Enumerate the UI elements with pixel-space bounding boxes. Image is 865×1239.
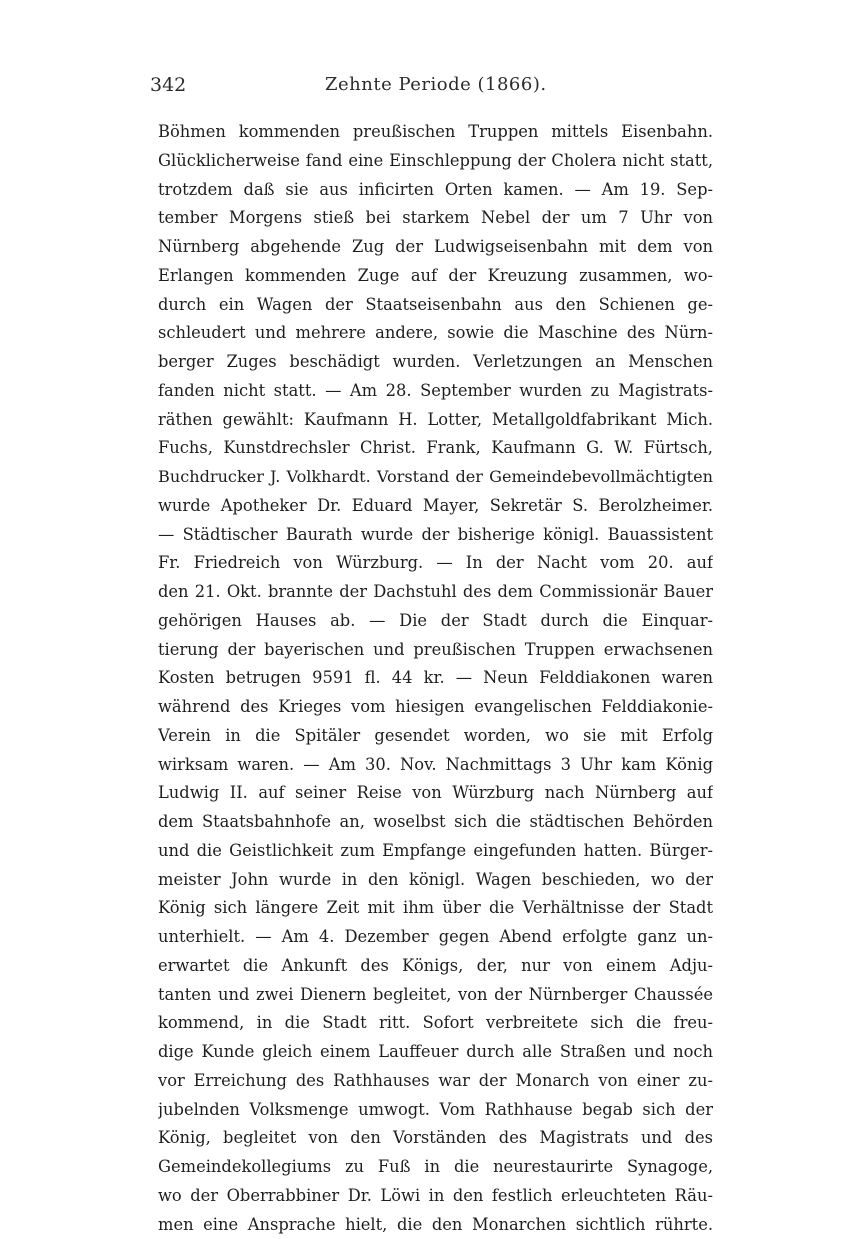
text-line: vor Erreichung des Rathhauses war der Monarch von einer zu- xyxy=(158,1067,713,1096)
text-line: Kosten betrugen 9591 fl. 44 kr. — Neun Felddiakonen waren xyxy=(158,664,713,693)
text-line: tierung der bayerischen und preußischen Truppen erwachsenen xyxy=(158,636,713,665)
text-line: jubelnden Volksmenge umwogt. Vom Rathhause begab sich der xyxy=(158,1096,713,1125)
text-line: unterhielt. — Am 4. Dezember gegen Abend erfolgte ganz un- xyxy=(158,923,713,952)
text-line: fanden nicht statt. — Am 28. September wurden zu Magistrats- xyxy=(158,377,713,406)
text-line: und die Geistlichkeit zum Empfange eingefunden hatten. Bürger- xyxy=(158,837,713,866)
text-line: trotzdem daß sie aus inficirten Orten kamen. — Am 19. Sep- xyxy=(158,176,713,205)
text-line: dem Staatsbahnhofe an, woselbst sich die städtischen Behörden xyxy=(158,808,713,837)
text-line: während des Krieges vom hiesigen evangelischen Felddiakonie- xyxy=(158,693,713,722)
text-line: men eine Ansprache hielt, die den Monarchen sichtlich rührte. xyxy=(158,1211,713,1239)
text-line: räthen gewählt: Kaufmann H. Lotter, Metallgoldfabrikant Mich. xyxy=(158,406,713,435)
text-line: tember Morgens stieß bei starkem Nebel der um 7 Uhr von xyxy=(158,204,713,233)
body-text xyxy=(158,118,713,1239)
text-line: Buchdrucker J. Volkhardt. Vorstand der Gemeindebevollmächtigten xyxy=(158,463,713,492)
text-line: Fr. Friedreich von Würzburg. — In der Nacht vom 20. auf xyxy=(158,549,713,578)
text-line: durch ein Wagen der Staatseisenbahn aus den Schienen ge- xyxy=(158,291,713,320)
text-line: kommend, in die Stadt ritt. Sofort verbreitete sich die freu- xyxy=(158,1009,713,1038)
text-line: wo der Oberrabbiner Dr. Löwi in den festlich erleuchteten Räu- xyxy=(158,1182,713,1211)
page-number: 342 xyxy=(150,74,186,96)
text-line: Nürnberg abgehende Zug der Ludwigseisenbahn mit dem von xyxy=(158,233,713,262)
text-line: schleudert und mehrere andere, sowie die Maschine des Nürn- xyxy=(158,319,713,348)
text-line: wurde Apotheker Dr. Eduard Mayer, Sekretär S. Berolzheimer. xyxy=(158,492,713,521)
text-line: Glücklicherweise fand eine Einschleppung der Cholera nicht statt, xyxy=(158,147,713,176)
text-line: König, begleitet von den Vorständen des Magistrats und des xyxy=(158,1124,713,1153)
text-line: erwartet die Ankunft des Königs, der, nur von einem Adju- xyxy=(158,952,713,981)
text-line: Erlangen kommenden Zuge auf der Kreuzung zusammen, wo- xyxy=(158,262,713,291)
text-line: Ludwig II. auf seiner Reise von Würzburg nach Nürnberg auf xyxy=(158,779,713,808)
text-line: dige Kunde gleich einem Lauffeuer durch alle Straßen und noch xyxy=(158,1038,713,1067)
text-line: wirksam waren. — Am 30. Nov. Nachmittags 3 Uhr kam König xyxy=(158,751,713,780)
text-line: gehörigen Hauses ab. — Die der Stadt durch die Einquar- xyxy=(158,607,713,636)
text-line: Verein in die Spitäler gesendet worden, wo sie mit Erfolg xyxy=(158,722,713,751)
text-line: Fuchs, Kunstdrechsler Christ. Frank, Kaufmann G. W. Fürtsch, xyxy=(158,434,713,463)
text-line: Böhmen kommenden preußischen Truppen mittels Eisenbahn. xyxy=(158,118,713,147)
text-line: den 21. Okt. brannte der Dachstuhl des dem Commissionär Bauer xyxy=(158,578,713,607)
text-line: meister John wurde in den königl. Wagen beschieden, wo der xyxy=(158,866,713,895)
text-line: Gemeindekollegiums zu Fuß in die neurestaurirte Synagoge, xyxy=(158,1153,713,1182)
text-line: König sich längere Zeit mit ihm über die Verhältnisse der Stadt xyxy=(158,894,713,923)
text-line: berger Zuges beschädigt wurden. Verletzungen an Menschen xyxy=(158,348,713,377)
page-header xyxy=(150,74,715,100)
text-line: — Städtischer Baurath wurde der bisherige königl. Bauassistent xyxy=(158,521,713,550)
text-line: tanten und zwei Dienern begleitet, von der Nürnberger Chaussée xyxy=(158,981,713,1010)
running-head: Zehnte Periode (1866). xyxy=(325,74,547,95)
